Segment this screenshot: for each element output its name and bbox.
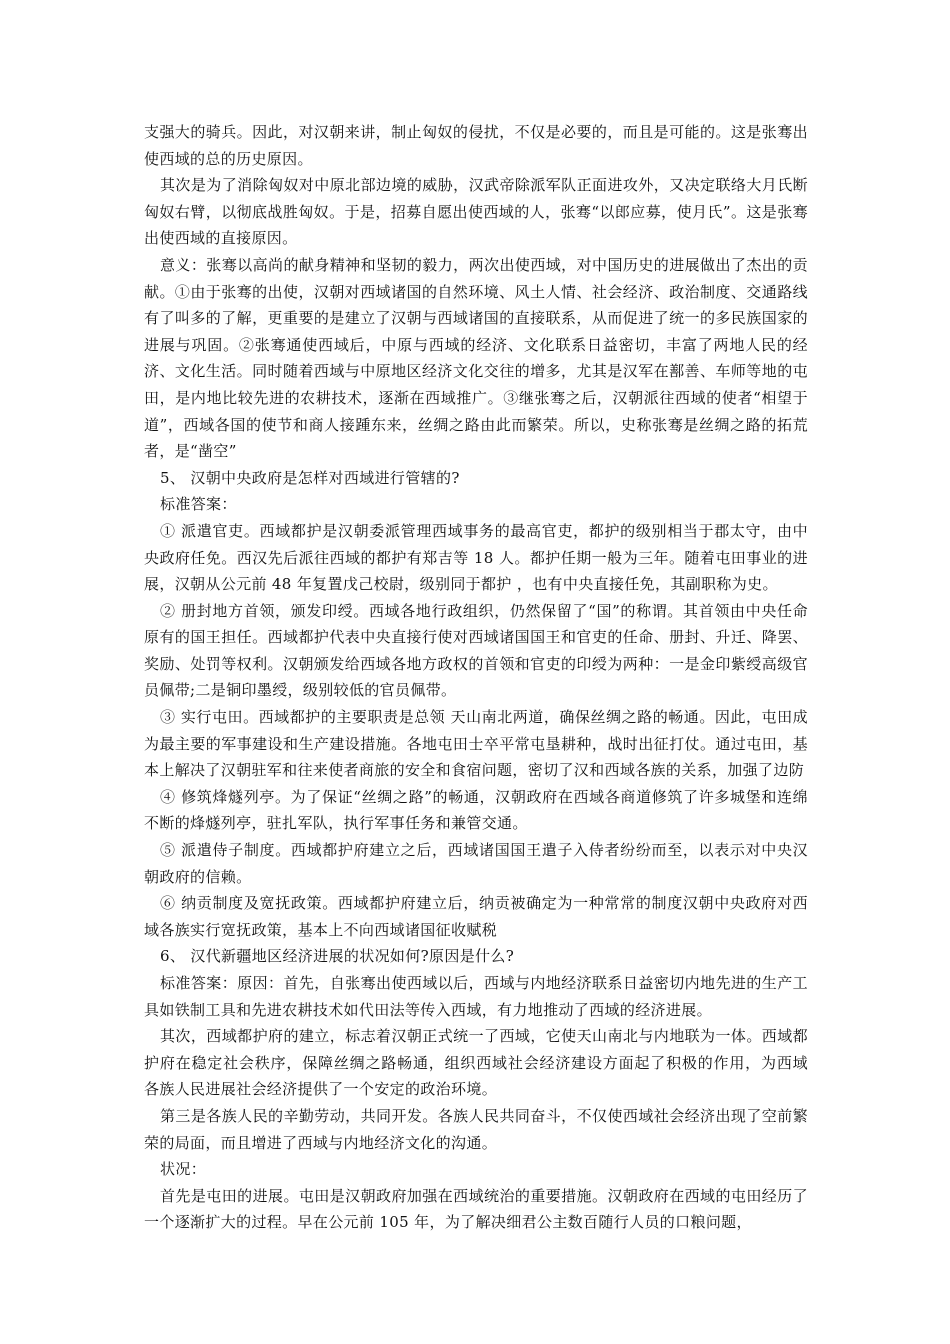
question-heading: 6、 汉代新疆地区经济进展的状况如何?原因是什么? — [160, 947, 515, 966]
document-body — [144, 119, 808, 1236]
paragraph: ④ 修筑烽燧列亭。为了保证“丝绸之路”的畅通，汉朝政府在西域各商道修筑了许多城堡和连绵不断的烽燧列亭，驻扎军队，执行军事任务和兼管交通。 — [144, 787, 808, 833]
paragraph: 标准答案：原因：首先，自张骞出使西域以后，西域与内地经济联系日益密切内地先进的生产工具如铁制工具和先进农耕技术如代田法等传入西域，有力地推动了西域的经济进展。 — [144, 974, 808, 1019]
paragraph: ⑤ 派遣侍子制度。西域都护府建立之后，西域诸国国王遣子入侍者纷纷而至，以表示对中央汉朝政府的信赖。 — [144, 841, 808, 886]
section-label: 状况： — [160, 1160, 207, 1179]
paragraph: ⑥ 纳贡制度及宽抚政策。西域都护府建立后，纳贡被确定为一种常常的制度汉朝中央政府对西域各族实行宽抚政策，基本上不向西域诸国征收赋税 — [144, 894, 808, 939]
paragraph: 首先是屯田的进展。屯田是汉朝政府加强在西域统治的重要措施。汉朝政府在西域的屯田经历了一个逐渐扩大的过程。早在公元前 105 年，为了解决细君公主数百随行人员的口粮问题， — [144, 1186, 808, 1232]
paragraph: 第三是各族人民的辛勤劳动，共同开发。各族人民共同奋斗，不仅使西域社会经济出现了空前繁荣的局面，而且增进了西域与内地经济文化的沟通。 — [144, 1106, 808, 1152]
paragraph: ② 册封地方首领，颁发印绶。西域各地行政组织，仍然保留了“国”的称谓。其首领由中央任命原有的国王担任。西域都护代表中央直接行使对西域诸国国王和官吏的任命、册封、升迁、降罢、奖励、处罚等权利。汉朝颁发给西域各地方政权的首领和官吏的印绶为两种：一是金印紫绶高级官员佩带;二是铜印墨绶，级别较低的官员佩带。 — [144, 601, 808, 700]
question-heading: 5、 汉朝中央政府是怎样对西域进行管辖的? — [160, 468, 460, 487]
paragraph: 其次是为了消除匈奴对中原北部边境的威胁，汉武帝除派军队正面进攻外，又决定联络大月氏断匈奴右臂，以彻底战胜匈奴。于是，招募自愿出使西域的人，张骞“以郎应募，使月氏”。这是张骞出使西域的直接原因。 — [144, 176, 808, 248]
answer-label: 标准答案： — [160, 495, 237, 514]
paragraph: 意义：张骞以高尚的献身精神和坚韧的毅力，两次出使西域，对中国历史的进展做出了杰出的贡献。①由于张骞的出使，汉朝对西域诸国的自然环境、风土人情、社会经济、政治制度、交通路线有了叫多的了解，更重要的是建立了汉朝与西域诸国的直接联系，从而促进了统一的多民族国家的进展与巩固。②张骞通使西域后，中原与西域的经济、文化联系日益密切，丰富了两地人民的经济、文化生活。同时随着西域与中原地区经济文化交往的增多，尤其是汉军在鄯善、车师等地的屯田，是内地比较先进的农耕技术，逐渐在西域推广。③继张骞之后，汉朝派往西域的使者“相望于道”，西域各国的使节和商人接踵东来，丝绸之路由此而繁荣。所以，史称张骞是丝绸之路的拓荒者，是“凿空” — [144, 255, 808, 461]
paragraph: 其次，西域都护府的建立，标志着汉朝正式统一了西域，它使天山南北与内地联为一体。西域都护府在稳定社会秩序，保障丝绸之路畅通，组织西域社会经济建设方面起了积极的作用，为西域 各族人民进展社会经济提供了一个安定的政治环境。 — [144, 1027, 808, 1099]
paragraph: ① 派遣官吏。西域都护是汉朝委派管理西域事务的最高官吏，都护的级别相当于郡太守，由中央政府任免。西汉先后派往西域的都护有郑吉等 18 人。都护任期一般为三年。随着屯田事业的进展，汉朝从公元前 48 年复置戊己校尉，级别同于都护 ，也有中央直接任免，其副职称为史。 — [144, 521, 808, 594]
paragraph: ③ 实行屯田。西域都护的主要职责是总领 天山南北两道，确保丝绸之路的畅通。因此，屯田成为最主要的军事建设和生产建设措施。各地屯田士卒平常屯垦耕种，战时出征打仗。通过屯田，基本上解决了汉朝驻军和往来使者商旅的安全和食宿问题，密切了汉和西域各族的关系，加强了边防 — [144, 708, 808, 780]
paragraph: 支强大的骑兵。因此，对汉朝来讲，制止匈奴的侵扰，不仅是必要的，而且是可能的。这是张骞出使西域的总的历史原因。 — [144, 123, 808, 168]
